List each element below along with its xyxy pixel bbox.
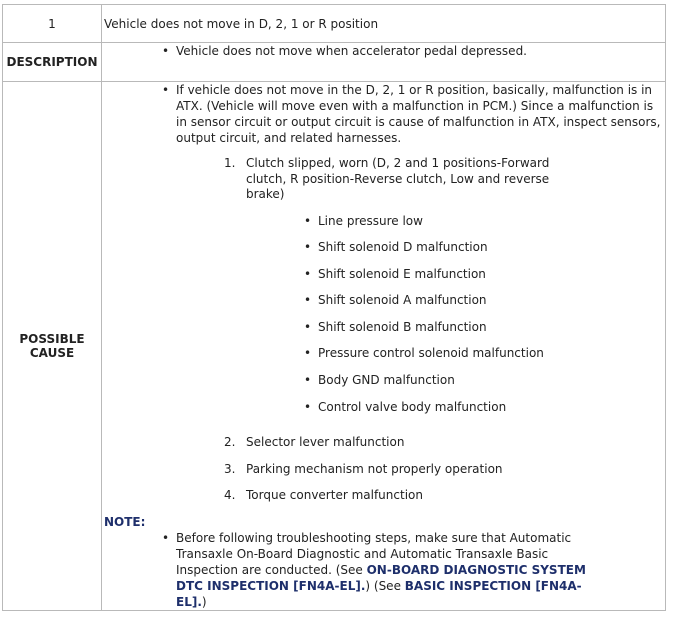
- sub-cause-item: • Shift solenoid A malfunction: [318, 292, 665, 319]
- onboard-diagnostic-link[interactable]: ON-BOARD DIAGNOSTIC SYSTEM DTC INSPECTION [FN4A-EL].: [176, 563, 586, 594]
- step-title: Vehicle does not move in D, 2, 1 or R position: [104, 17, 379, 31]
- cause-text: Parking mechanism not properly operation: [246, 461, 503, 476]
- possible-cause-cell: [102, 82, 666, 611]
- sub-cause-item: • Body GND malfunction: [318, 372, 665, 399]
- header-row: [3, 5, 666, 43]
- cause-text: Torque converter malfunction: [246, 488, 423, 503]
- step-title-cell: [102, 5, 666, 43]
- sub-cause-item: • Pressure control solenoid malfunction: [318, 345, 665, 372]
- possible-cause-label-line2: CAUSE: [29, 346, 75, 361]
- sub-cause-item: • Shift solenoid B malfunction: [318, 319, 665, 346]
- sub-cause-item: • Shift solenoid D malfunction: [318, 239, 665, 266]
- diagnostic-table: [2, 4, 666, 611]
- cause-intro: • If vehicle does not move in the D, 2, 1 or R position, basically, malfunction is in ATX. (Vehicle will move even with a malfunction in PCM.) Since a malfunction is in sensor circuit or output circuit is cause of malfunction in ATX, inspect sensors, output circuit, and related harnesses.: [176, 82, 665, 146]
- note-list: [104, 530, 665, 610]
- note-text-after: ): [201, 595, 207, 610]
- description-cell: [102, 43, 666, 82]
- sub-cause-item: • Control valve body malfunction: [318, 399, 665, 426]
- cause-text: Clutch slipped, worn (D, 2 and 1 positions-Forward clutch, R position-Reverse clutch, Low and reverse brake): [246, 156, 550, 201]
- cause-list: [104, 156, 665, 505]
- sub-cause-list: [246, 213, 665, 426]
- sub-cause-item: • Shift solenoid E malfunction: [318, 266, 665, 293]
- description-row: [3, 43, 666, 82]
- cause-text: Selector lever malfunction: [246, 435, 405, 450]
- step-number: 1: [3, 5, 102, 43]
- cause-item-2: [224, 435, 665, 452]
- sub-cause-item: • Line pressure low: [318, 213, 665, 240]
- cause-number: 3.: [224, 461, 236, 476]
- note-text: [176, 530, 665, 610]
- basic-inspection-link[interactable]: BASIC INSPECTION [FN4A-EL].: [176, 579, 582, 610]
- description-label: DESCRIPTION: [3, 43, 102, 82]
- note-label: NOTE:: [104, 515, 146, 530]
- cause-item-3: [224, 461, 665, 479]
- cause-number: 1.: [224, 156, 236, 170]
- possible-cause-row: [3, 82, 666, 611]
- possible-cause-label: [3, 82, 102, 611]
- note-text-middle: ) (See: [365, 579, 405, 594]
- cause-number: 2.: [224, 435, 236, 450]
- cause-number: 4.: [224, 488, 236, 503]
- description-text: • Vehicle does not move when accelerator pedal depressed.: [176, 43, 665, 59]
- cause-item-1: [224, 156, 665, 425]
- note-text-before: Before following troubleshooting steps, make sure that Automatic Transaxle On-Board Diagnostic and Automatic Transaxle Basic Inspection are conducted. (See: [176, 531, 572, 578]
- cause-item-4: [224, 488, 665, 505]
- possible-cause-label-line1: POSSIBLE: [19, 332, 85, 347]
